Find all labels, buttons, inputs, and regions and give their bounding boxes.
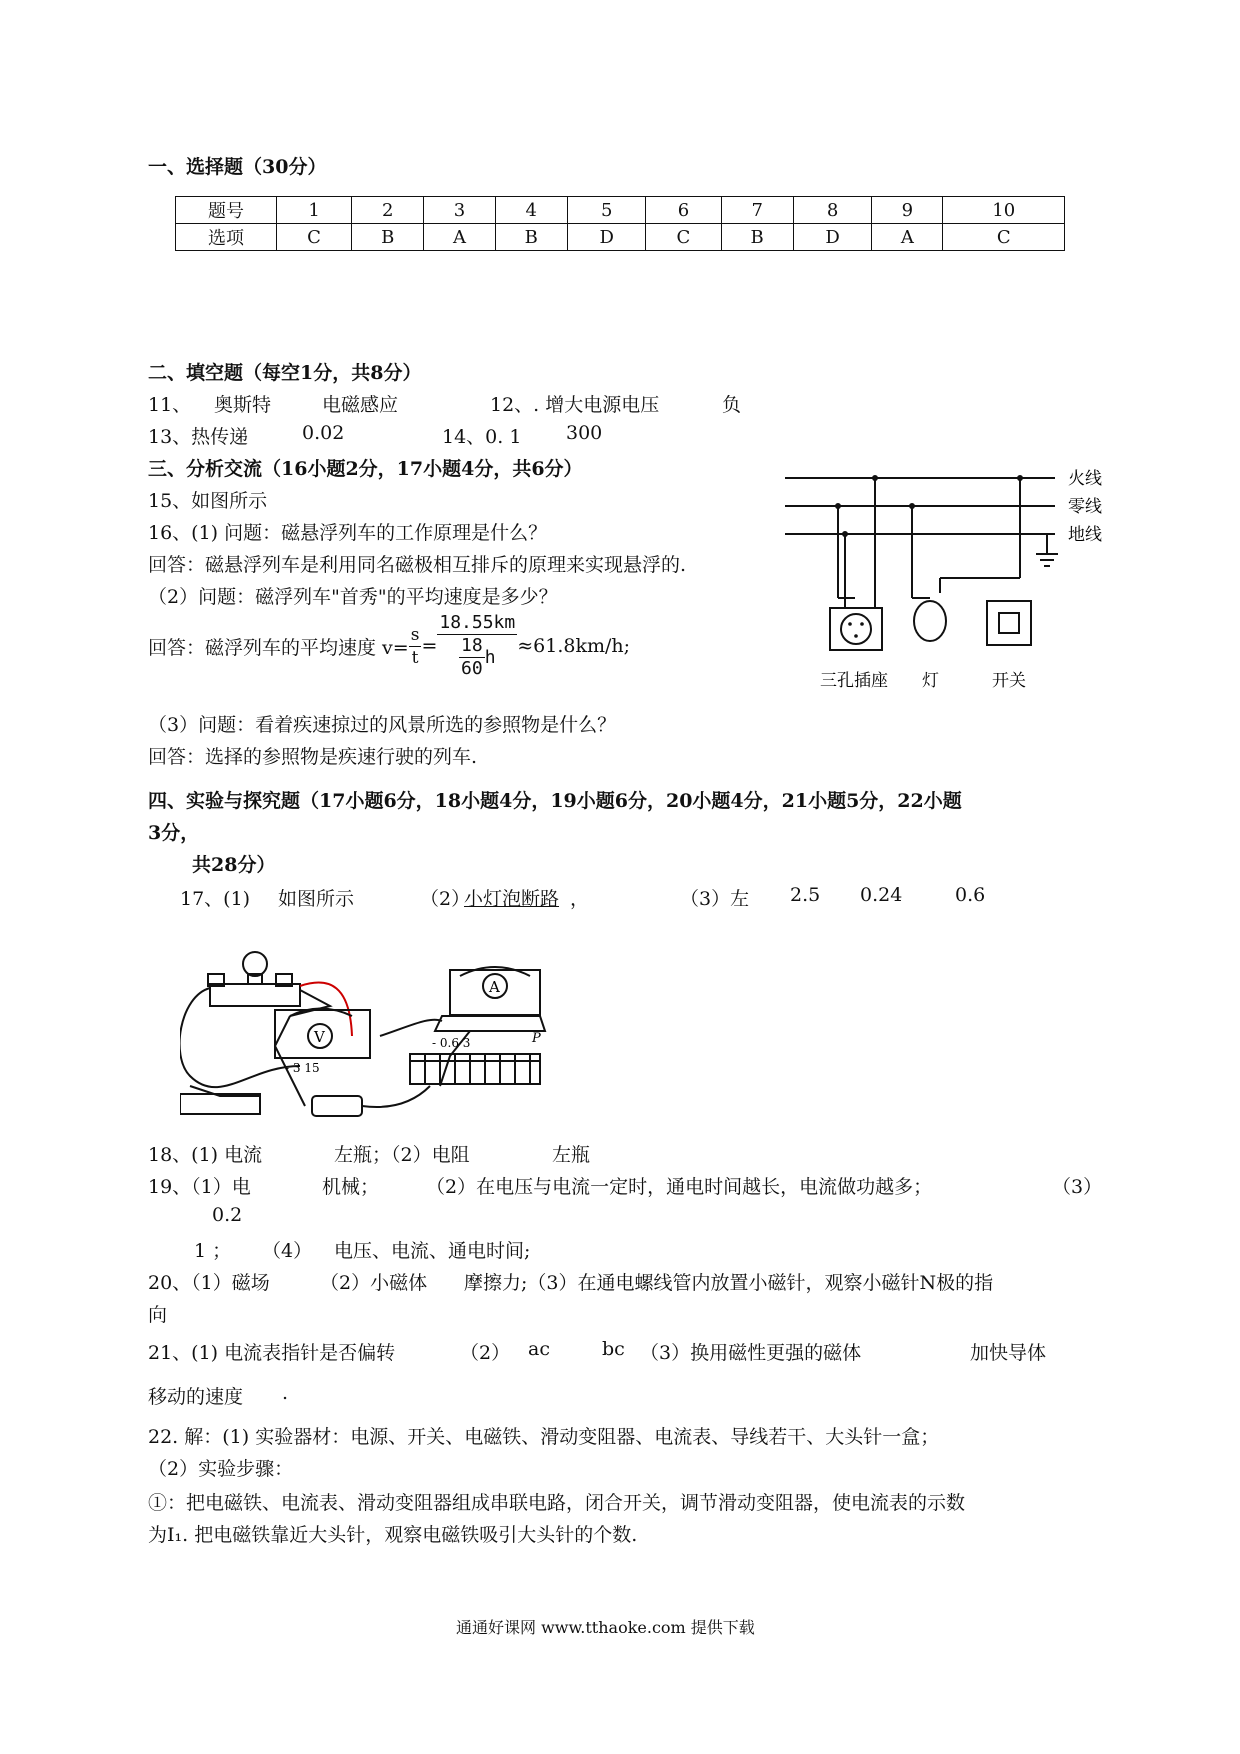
ground-wire-label: 地线: [1068, 525, 1102, 545]
table-cell: 7: [721, 197, 793, 224]
table-cell: C: [277, 224, 352, 251]
q18-answer-1: 18、(1) 电流: [148, 1144, 263, 1166]
table-cell: C: [646, 224, 721, 251]
q19-sub-4: （4）: [262, 1240, 313, 1262]
neutral-wire-label: 零线: [1068, 497, 1102, 517]
q20-answer-2: （2）小磁体: [320, 1272, 428, 1294]
ammeter-label: A: [489, 978, 500, 996]
q21-answer-1: 21、(1) 电流表指针是否偏转: [148, 1342, 396, 1364]
q17-answer-2: 小灯泡断路: [464, 888, 560, 910]
q17-answer-3c: 0.24: [860, 884, 903, 906]
inner-denominator: 60: [461, 658, 483, 679]
q17-answer-3b: 2.5: [790, 884, 821, 906]
equals-sign: =: [421, 635, 438, 657]
table-cell: B: [495, 224, 567, 251]
household-circuit-diagram: [780, 458, 1120, 698]
q21-answer-3b: 加快导体: [970, 1342, 1047, 1364]
table-cell: 1: [277, 197, 352, 224]
q19-answer-1b: 机械；: [322, 1176, 380, 1198]
section4-title: 四、实验与探究题（17小题6分，18小题4分，19小题6分，20小题4分，21小题5分，22小题: [148, 790, 962, 812]
table-cell: A: [424, 224, 495, 251]
q16-1-question: 16、(1) 问题：磁悬浮列车的工作原理是什么？: [148, 522, 548, 544]
fraction-speed: [437, 612, 517, 680]
live-wire-label: 火线: [1068, 469, 1102, 489]
q17-answer-1: 如图所示: [278, 888, 355, 910]
rheostat-slider-label: P: [532, 1031, 541, 1046]
table-cell: 3: [424, 197, 495, 224]
ammeter-terminals: - 0.6 3: [432, 1036, 471, 1050]
fraction-denominator: t: [411, 647, 419, 668]
q11-number: 11、: [148, 394, 192, 416]
q21-answer-2b: bc: [602, 1338, 625, 1360]
q20-answer-1: 20、（1）磁场: [148, 1272, 270, 1294]
section4-title-line3: 共28分）: [192, 854, 276, 876]
q15-answer: 15、如图所示: [148, 490, 268, 512]
page-footer: 通通好课网 www.tthaoke.com 提供下载: [456, 1618, 755, 1637]
q22-materials: 22. 解：(1) 实验器材：电源、开关、电磁铁、滑动变阻器、电流表、导线若干、大头针一盒；: [148, 1426, 940, 1448]
table-row: [176, 224, 1065, 251]
q20-answer-3b: 向: [148, 1304, 168, 1326]
answer-table: [175, 196, 1065, 251]
q18-answer-3: 左瓶: [552, 1144, 591, 1166]
table-cell: B: [721, 224, 793, 251]
q19-answer-1: 19、（1）电: [148, 1176, 251, 1198]
table-cell: 题号: [176, 197, 277, 224]
table-cell: A: [872, 224, 943, 251]
q17-answer-3: （3）左: [680, 888, 750, 910]
q17-comma: ，: [570, 888, 590, 910]
fraction-numerator: s: [410, 624, 420, 645]
q17-label: 17、(1): [180, 888, 251, 910]
q22-steps-heading: （2）实验步骤：: [148, 1458, 294, 1480]
q22-step-1b: 为I₁. 把电磁铁靠近大头针，观察电磁铁吸引大头针的个数.: [148, 1524, 638, 1546]
q16-2-question: （2）问题：磁浮列车"首秀"的平均速度是多少？: [148, 586, 558, 608]
fraction-numerator: 18.55km: [439, 612, 516, 633]
table-cell: 2: [352, 197, 424, 224]
socket-label: 三孔插座: [820, 671, 888, 691]
table-cell: 8: [793, 197, 871, 224]
table-cell: 9: [872, 197, 943, 224]
q21-answer-2a: ac: [528, 1338, 550, 1360]
voltmeter-label: V: [314, 1028, 325, 1046]
q19-answer-4: 电压、电流、通电时间;: [334, 1240, 531, 1262]
q13-answer-a: 13、热传递: [148, 426, 249, 448]
switch-label: 开关: [992, 671, 1026, 691]
q18-answer-2: 左瓶；（2）电阻: [334, 1144, 470, 1166]
q19-answer-3b: 1 ；: [194, 1240, 232, 1262]
table-cell: D: [793, 224, 871, 251]
table-cell: 选项: [176, 224, 277, 251]
table-cell: B: [352, 224, 424, 251]
table-cell: C: [943, 224, 1065, 251]
section1-title: 一、选择题（30分）: [148, 156, 327, 178]
voltmeter-terminals: - 3 15: [285, 1061, 320, 1075]
q20-answer-3: 摩擦力;（3）在通电螺线管内放置小磁针，观察小磁针N极的指: [464, 1272, 994, 1294]
q21-period: .: [282, 1382, 289, 1404]
experiment-circuit-diagram: [180, 946, 600, 1136]
table-row: [176, 197, 1065, 224]
q17-answer-3d: 0.6: [955, 884, 986, 906]
q14-answer-b: 300: [566, 422, 603, 444]
q19-answer-2: （2）在电压与电流一定时，通电时间越长，电流做功越多；: [426, 1176, 933, 1198]
q12-answer-a: 12、. 增大电源电压: [490, 394, 660, 416]
q17-sub-2: （2）: [420, 888, 471, 910]
q22-step-1: ①：把电磁铁、电流表、滑动变阻器组成串联电路，闭合开关，调节滑动变阻器，使电流表的示数: [148, 1492, 966, 1514]
q14-answer-a: 14、0. 1: [442, 426, 522, 448]
lamp-label: 灯: [922, 671, 939, 691]
fraction-denominator: [437, 635, 517, 680]
q11-answer-a: 奥斯特: [214, 394, 272, 416]
table-cell: D: [567, 224, 645, 251]
q12-answer-b: 负: [722, 394, 742, 416]
section3-title: 三、分析交流（16小题2分，17小题4分，共6分）: [148, 458, 583, 480]
q21-sub-2: （2）: [460, 1342, 511, 1364]
q19-answer-3: 0.2: [212, 1204, 243, 1226]
q19-sub-3: （3）: [1052, 1176, 1103, 1198]
q11-answer-b: 电磁感应: [322, 394, 399, 416]
q21-answer-3: （3）换用磁性更强的磁体: [640, 1342, 862, 1364]
table-cell: 5: [567, 197, 645, 224]
section2-title: 二、填空题（每空1分，共8分）: [148, 362, 422, 384]
q16-3-answer: 回答：选择的参照物是疾速行驶的列车.: [148, 746, 478, 768]
q16-2-answer-suffix: ≈61.8km/h;: [517, 635, 631, 657]
q16-2-answer: [148, 612, 630, 680]
q16-2-answer-prefix: 回答：磁浮列车的平均速度 v=: [148, 636, 409, 659]
q16-1-answer: 回答：磁悬浮列车是利用同名磁极相互排斥的原理来实现悬浮的.: [148, 554, 687, 576]
table-cell: 6: [646, 197, 721, 224]
inner-numerator: 18: [461, 635, 483, 656]
q21-answer-3c: 移动的速度: [148, 1386, 244, 1408]
q13-answer-b: 0.02: [302, 422, 345, 444]
fraction-s-over-t: [409, 624, 422, 669]
q16-3-question: （3）问题：看着疾速掠过的风景所选的参照物是什么？: [148, 714, 617, 736]
section4-title-line2: 3分，: [148, 822, 200, 844]
unit-hour: h: [484, 646, 496, 668]
inner-fraction: [459, 635, 485, 680]
table-cell: 10: [943, 197, 1065, 224]
table-cell: 4: [495, 197, 567, 224]
